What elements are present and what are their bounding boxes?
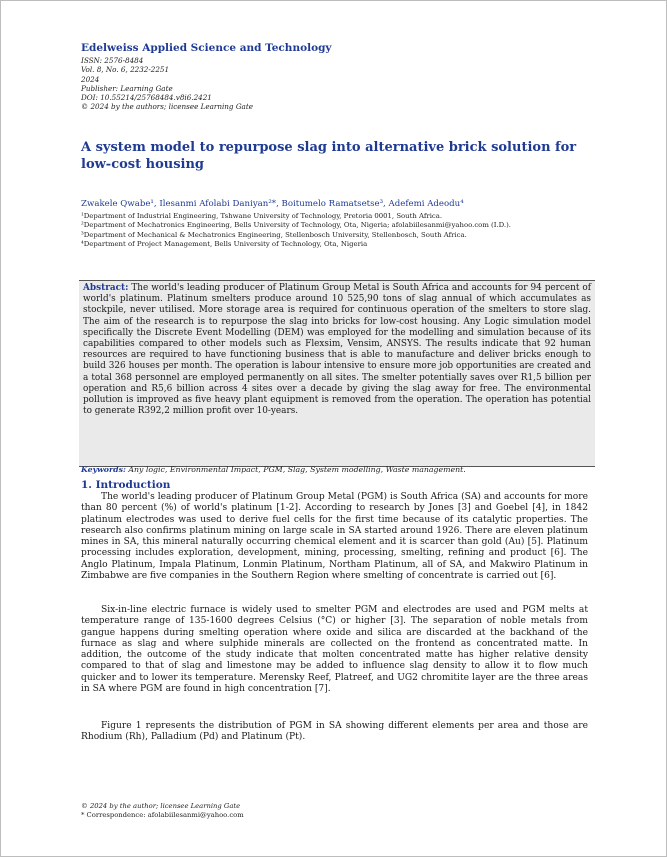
footer-notes [81, 802, 244, 820]
paper-title: A system model to repurpose slag into alternative brick solution for low-cost housing [81, 140, 577, 172]
journal-name: Edelweiss Applied Science and Technology [81, 42, 332, 54]
affiliation-1: ¹Department of Industrial Engineering, Tshwane University of Technology, Pretoria 0001, South Africa. [81, 212, 443, 220]
affiliation-4: ⁴Department of Project Management, Bells University of Technology, Ota, Nigeria [81, 240, 368, 249]
publication-metadata [81, 56, 253, 112]
keywords-label: Keywords: [81, 465, 126, 474]
abstract-box [79, 280, 595, 467]
footer-correspondence: * Correspondence: afolabiilesanmi@yahoo.com [81, 811, 244, 819]
abstract-label: Abstract: [83, 283, 129, 293]
affiliation-3: ³Department of Mechanical & Mechatronics Engineering, Stellenbosch University, Stellenbosch, South Africa. [81, 230, 467, 239]
paragraph-3: Figure 1 represents the distribution of PGM in SA showing different elements per area and those are Rhodium (Rh), Palladium (Pd) and Platinum (Pt). [81, 721, 588, 743]
affiliations [81, 212, 511, 250]
doi: DOI: 10.55214/25768484.v8i6.2421 [81, 93, 212, 103]
volume-issue: Vol. 8, No. 6, 2232-2251 [81, 65, 170, 75]
paragraph-2: Six-in-line electric furnace is widely used to smelter PGM and electrodes are used and PGM melts at temperature range of 135-1600 degrees Celsius (°C) or higher [3]. The separation of noble metals from gangue happens during smelting operation where oxide and silica are discarded at the backhand of the furnace as slag and where sulphide minerals are collected on the frontend as concentrated matte. In addition, the outcome of the study indicate that molten concentrated matte has higher relative density compared to that of slag and limestone may be added to influence slag density to allow it to flow much quicker and to lower its temperature. Merensky Reef, Platreef, and UG2 chromitite layer are the three areas in SA where PGM are found in high concentration [7]. [81, 605, 588, 694]
keywords [81, 465, 466, 474]
publisher: Publisher: Learning Gate [81, 83, 173, 93]
affiliation-2: ²Department of Mechatronics Engineering, Bells University of Technology, Ota, Nigeria; afolabiilesanmi@yahoo.com (I.D.). [81, 221, 511, 230]
author-list: Zwakele Qwabe¹, Ilesanmi Afolabi Daniyan²*, Boitumelo Ramatsetse³, Adefemi Adeodu⁴ [81, 199, 464, 209]
issn: ISSN: 2576-8484 [81, 56, 144, 65]
abstract-text: The world's leading producer of Platinum Group Metal is South Africa and accounts for 94 percent of world's platinum. Platinum smelters produce around 10 525,90 tons of slag annual of which accumulates as stockpile, never utilised. More storage area is required for continuous operation of the smelters to store slag. The aim of the research is to repurpose the slag into bricks for low-cost housing. Any Logic simulation model specifically the Discrete Event Modelling (DEM) was employed for the modelling and simulation because of its capabilities compared to other models such as Flexsim, Vensim, ANSYS. The results indicate that 92 human resources are required to have functioning business that is able to manufacture and deliver bricks enough to build 326 houses per month. The operation is labour intensive to ensure more job opportunities are created and a total 368 personnel are employed permanently on all sites. The smelter potentially saves over R1,5 billion per operation and R5,6 billion across 4 sites over a decade by giving the slag away for free. The environmental pollution is improved as five heavy plant equipment is removed from the operation. The operation has potential to generate R392,2 million profit over 10-years. [83, 283, 591, 417]
section-heading: 1. Introduction [81, 479, 171, 491]
footer-copyright: © 2024 by the author; licensee Learning Gate [81, 802, 241, 810]
copyright: © 2024 by the authors; licensee Learning Gate [81, 102, 253, 112]
year: 2024 [81, 74, 100, 84]
paragraph-1: The world's leading producer of Platinum Group Metal (PGM) is South Africa (SA) and accounts for more than 80 percent (%) of world's platinum [1-2]. According to research by Jones [3] and Goebel [4], in 1842 platinum electrodes was used to derive fuel cells for the first time because of its catalytic properties. The research also confirms platinum mining on large scale in SA started around 1926. There are eleven platinum mines in SA, this mineral naturally occurring chemical element and it is scarcer than gold (Au) [5]. Platinum processing includes exploration, development, mining, processing, smelting, refining and product [6]. The Anglo Platinum, Impala Platinum, Lonmin Platinum, Northam Platinum, all of SA, and Makwiro Platinum in Zimbabwe are five companies in the Southern Region where smelting of concentrate is carried out [6]. [81, 492, 588, 581]
keywords-text: Any logic, Environmental Impact, PGM, Slag, System modelling, Waste management. [128, 465, 466, 474]
